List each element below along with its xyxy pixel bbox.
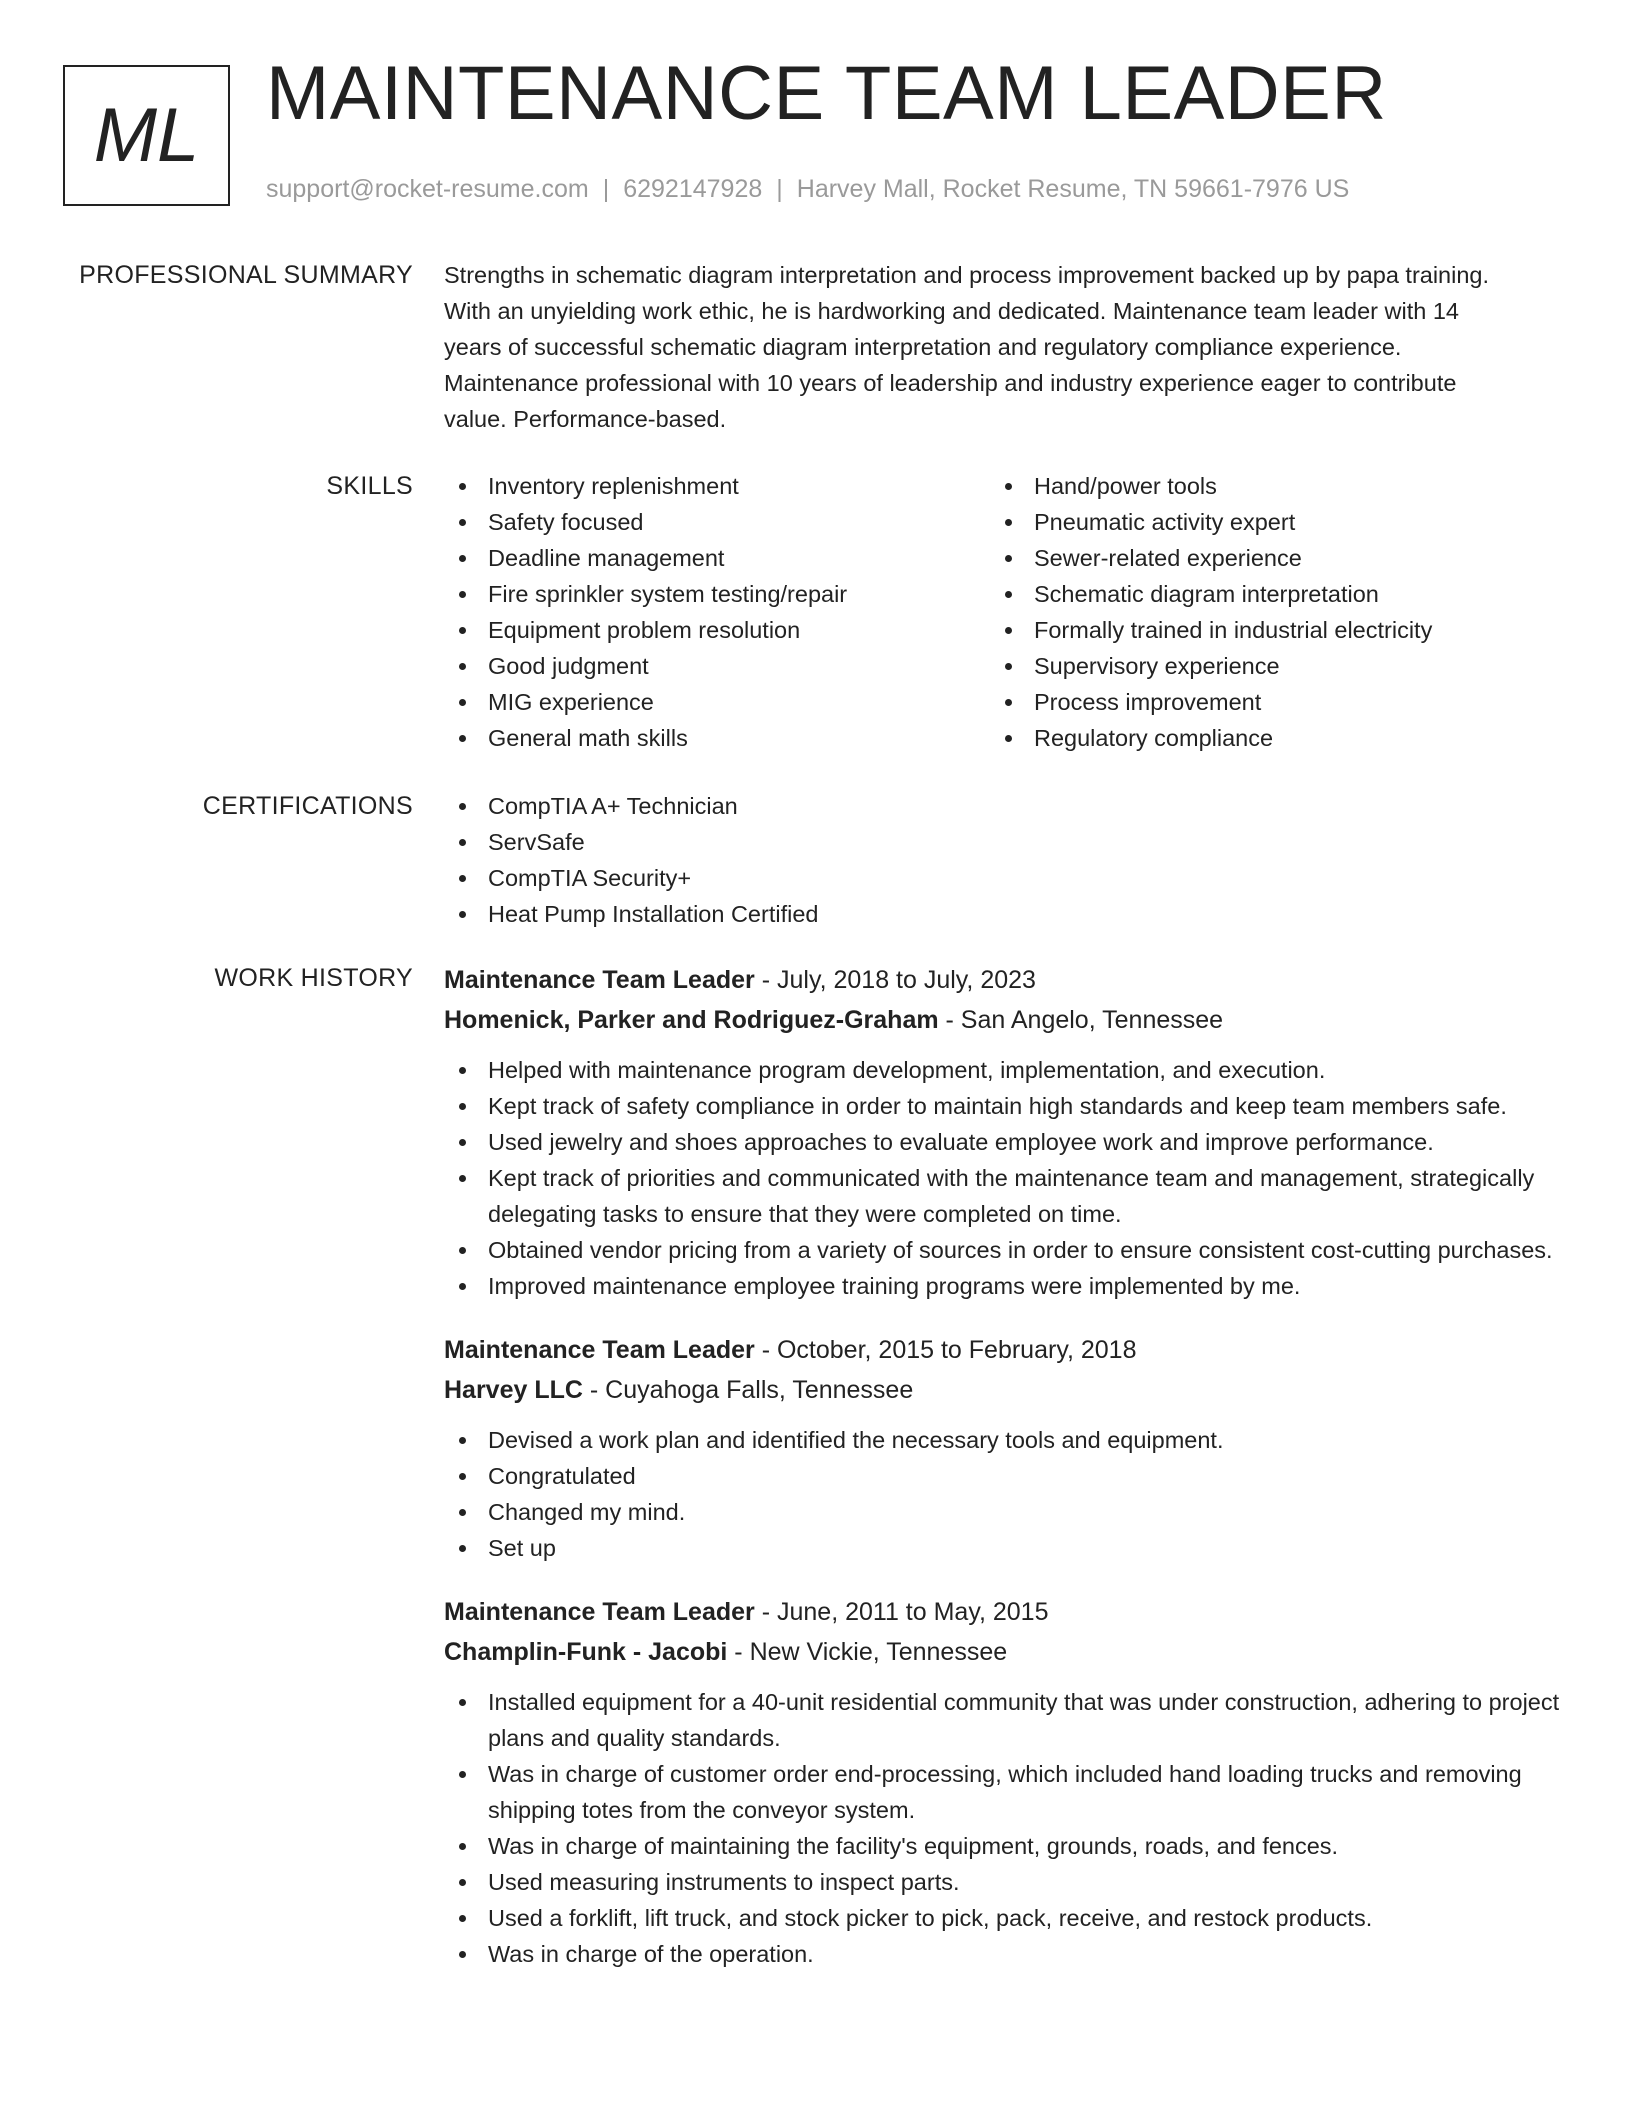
job-dates: - October, 2015 to February, 2018: [754, 1336, 1137, 1364]
contact-email[interactable]: support@rocket-resume.com: [266, 175, 589, 203]
summary-text: [444, 257, 1564, 437]
job-bullet: Was in charge of customer order end-processing, which included hand loading trucks and removing shipping totes from the conveyor system.: [444, 1756, 1564, 1828]
contact-line: [266, 175, 1349, 204]
job-bullets: [444, 1684, 1564, 1972]
certifications-list: [444, 788, 1564, 932]
job-bullets: [444, 1422, 1564, 1566]
summary-line: Maintenance professional with 10 years of leadership and industry experience eager to contribute: [444, 370, 1457, 396]
job-company-line: [444, 1370, 1564, 1410]
job-bullet: Obtained vendor pricing from a variety of sources in order to ensure consistent cost-cutting purchases.: [444, 1232, 1564, 1268]
skill-item: Regulatory compliance: [990, 720, 1536, 756]
job-bullet: Used jewelry and shoes approaches to evaluate employee work and improve performance.: [444, 1124, 1564, 1160]
resume-header: [0, 0, 1632, 230]
skills-list-right: [990, 468, 1536, 756]
job-bullet: Improved maintenance employee training programs were implemented by me.: [444, 1268, 1564, 1304]
summary-line: years of successful schematic diagram interpretation and regulatory compliance experience.: [444, 334, 1402, 360]
job-bullet: Devised a work plan and identified the necessary tools and equipment.: [444, 1422, 1564, 1458]
certification-item: ServSafe: [444, 824, 1564, 860]
skills-list-left: [444, 468, 990, 756]
job-title: Maintenance Team Leader: [444, 1336, 755, 1364]
job-dates: - June, 2011 to May, 2015: [754, 1598, 1049, 1626]
section-label: SKILLS: [326, 472, 413, 500]
job-location: - San Angelo, Tennessee: [938, 1006, 1224, 1034]
skill-item: Formally trained in industrial electricity: [990, 612, 1536, 648]
monogram-logo: ML: [63, 65, 230, 206]
job-location: - New Vickie, Tennessee: [727, 1638, 1008, 1666]
summary-line: value. Performance-based.: [444, 406, 727, 432]
job-company-line: [444, 1632, 1564, 1672]
job-title-line: [444, 1592, 1564, 1632]
contact-separator: |: [776, 175, 783, 203]
job-bullet: Kept track of safety compliance in order to maintain high standards and keep team members safe.: [444, 1088, 1564, 1124]
skill-item: Safety focused: [444, 504, 990, 540]
job-dates: - July, 2018 to July, 2023: [754, 966, 1036, 994]
job-title: Maintenance Team Leader: [444, 1598, 755, 1626]
skill-item: Hand/power tools: [990, 468, 1536, 504]
summary-line: Strengths in schematic diagram interpretation and process improvement backed up by papa training.: [444, 262, 1490, 288]
job-bullet: Set up: [444, 1530, 1564, 1566]
job-company: Homenick, Parker and Rodriguez-Graham: [444, 1006, 939, 1034]
skill-item: General math skills: [444, 720, 990, 756]
job-location: - Cuyahoga Falls, Tennessee: [582, 1376, 914, 1404]
job-bullet: Kept track of priorities and communicated with the maintenance team and management, strategically delegating tasks to ensure that they were completed on time.: [444, 1160, 1564, 1232]
skill-item: Pneumatic activity expert: [990, 504, 1536, 540]
job-bullet: Congratulated: [444, 1458, 1564, 1494]
contact-address: Harvey Mall, Rocket Resume, TN 59661-7976 US: [796, 175, 1350, 203]
skill-item: Sewer-related experience: [990, 540, 1536, 576]
certifications-content: [444, 788, 1564, 932]
job-bullet: Used a forklift, lift truck, and stock picker to pick, pack, receive, and restock products.: [444, 1900, 1564, 1936]
job-bullet: Helped with maintenance program development, implementation, and execution.: [444, 1052, 1564, 1088]
job-bullet: Changed my mind.: [444, 1494, 1564, 1530]
certification-item: CompTIA Security+: [444, 860, 1564, 896]
job-company: Harvey LLC: [444, 1376, 583, 1404]
job-bullet: Used measuring instruments to inspect parts.: [444, 1864, 1564, 1900]
section-label: WORK HISTORY: [214, 964, 413, 992]
job-bullet: Was in charge of the operation.: [444, 1936, 1564, 1972]
job-entry: [444, 960, 1564, 1304]
skill-item: Equipment problem resolution: [444, 612, 990, 648]
job-title: Maintenance Team Leader: [444, 966, 755, 994]
section-label: CERTIFICATIONS: [202, 792, 413, 820]
job-title-line: [444, 960, 1564, 1000]
job-bullet: Installed equipment for a 40-unit residential community that was under construction, adhering to project plans and quality standards.: [444, 1684, 1564, 1756]
job-bullets: [444, 1052, 1564, 1304]
section-label: PROFESSIONAL SUMMARY: [79, 261, 413, 289]
contact-phone[interactable]: 6292147928: [623, 175, 763, 203]
skill-item: Supervisory experience: [990, 648, 1536, 684]
job-entry: [444, 1592, 1564, 1972]
resume-title: MAINTENANCE TEAM LEADER: [266, 51, 1387, 136]
skill-item: Deadline management: [444, 540, 990, 576]
skill-item: Inventory replenishment: [444, 468, 990, 504]
skill-item: Process improvement: [990, 684, 1536, 720]
skills-columns: [444, 468, 1564, 756]
contact-separator: |: [602, 175, 610, 203]
job-bullet: Was in charge of maintaining the facility's equipment, grounds, roads, and fences.: [444, 1828, 1564, 1864]
job-company: Champlin-Funk - Jacobi: [444, 1638, 728, 1666]
skill-item: Good judgment: [444, 648, 990, 684]
job-entry: [444, 1330, 1564, 1566]
skill-item: MIG experience: [444, 684, 990, 720]
job-title-line: [444, 1330, 1564, 1370]
certification-item: CompTIA A+ Technician: [444, 788, 1564, 824]
certification-item: Heat Pump Installation Certified: [444, 896, 1564, 932]
job-company-line: [444, 1000, 1564, 1040]
work-history-content: [444, 960, 1564, 1972]
summary-line: With an unyielding work ethic, he is hardworking and dedicated. Maintenance team leader with 14: [444, 298, 1459, 324]
skill-item: Schematic diagram interpretation: [990, 576, 1536, 612]
skill-item: Fire sprinkler system testing/repair: [444, 576, 990, 612]
